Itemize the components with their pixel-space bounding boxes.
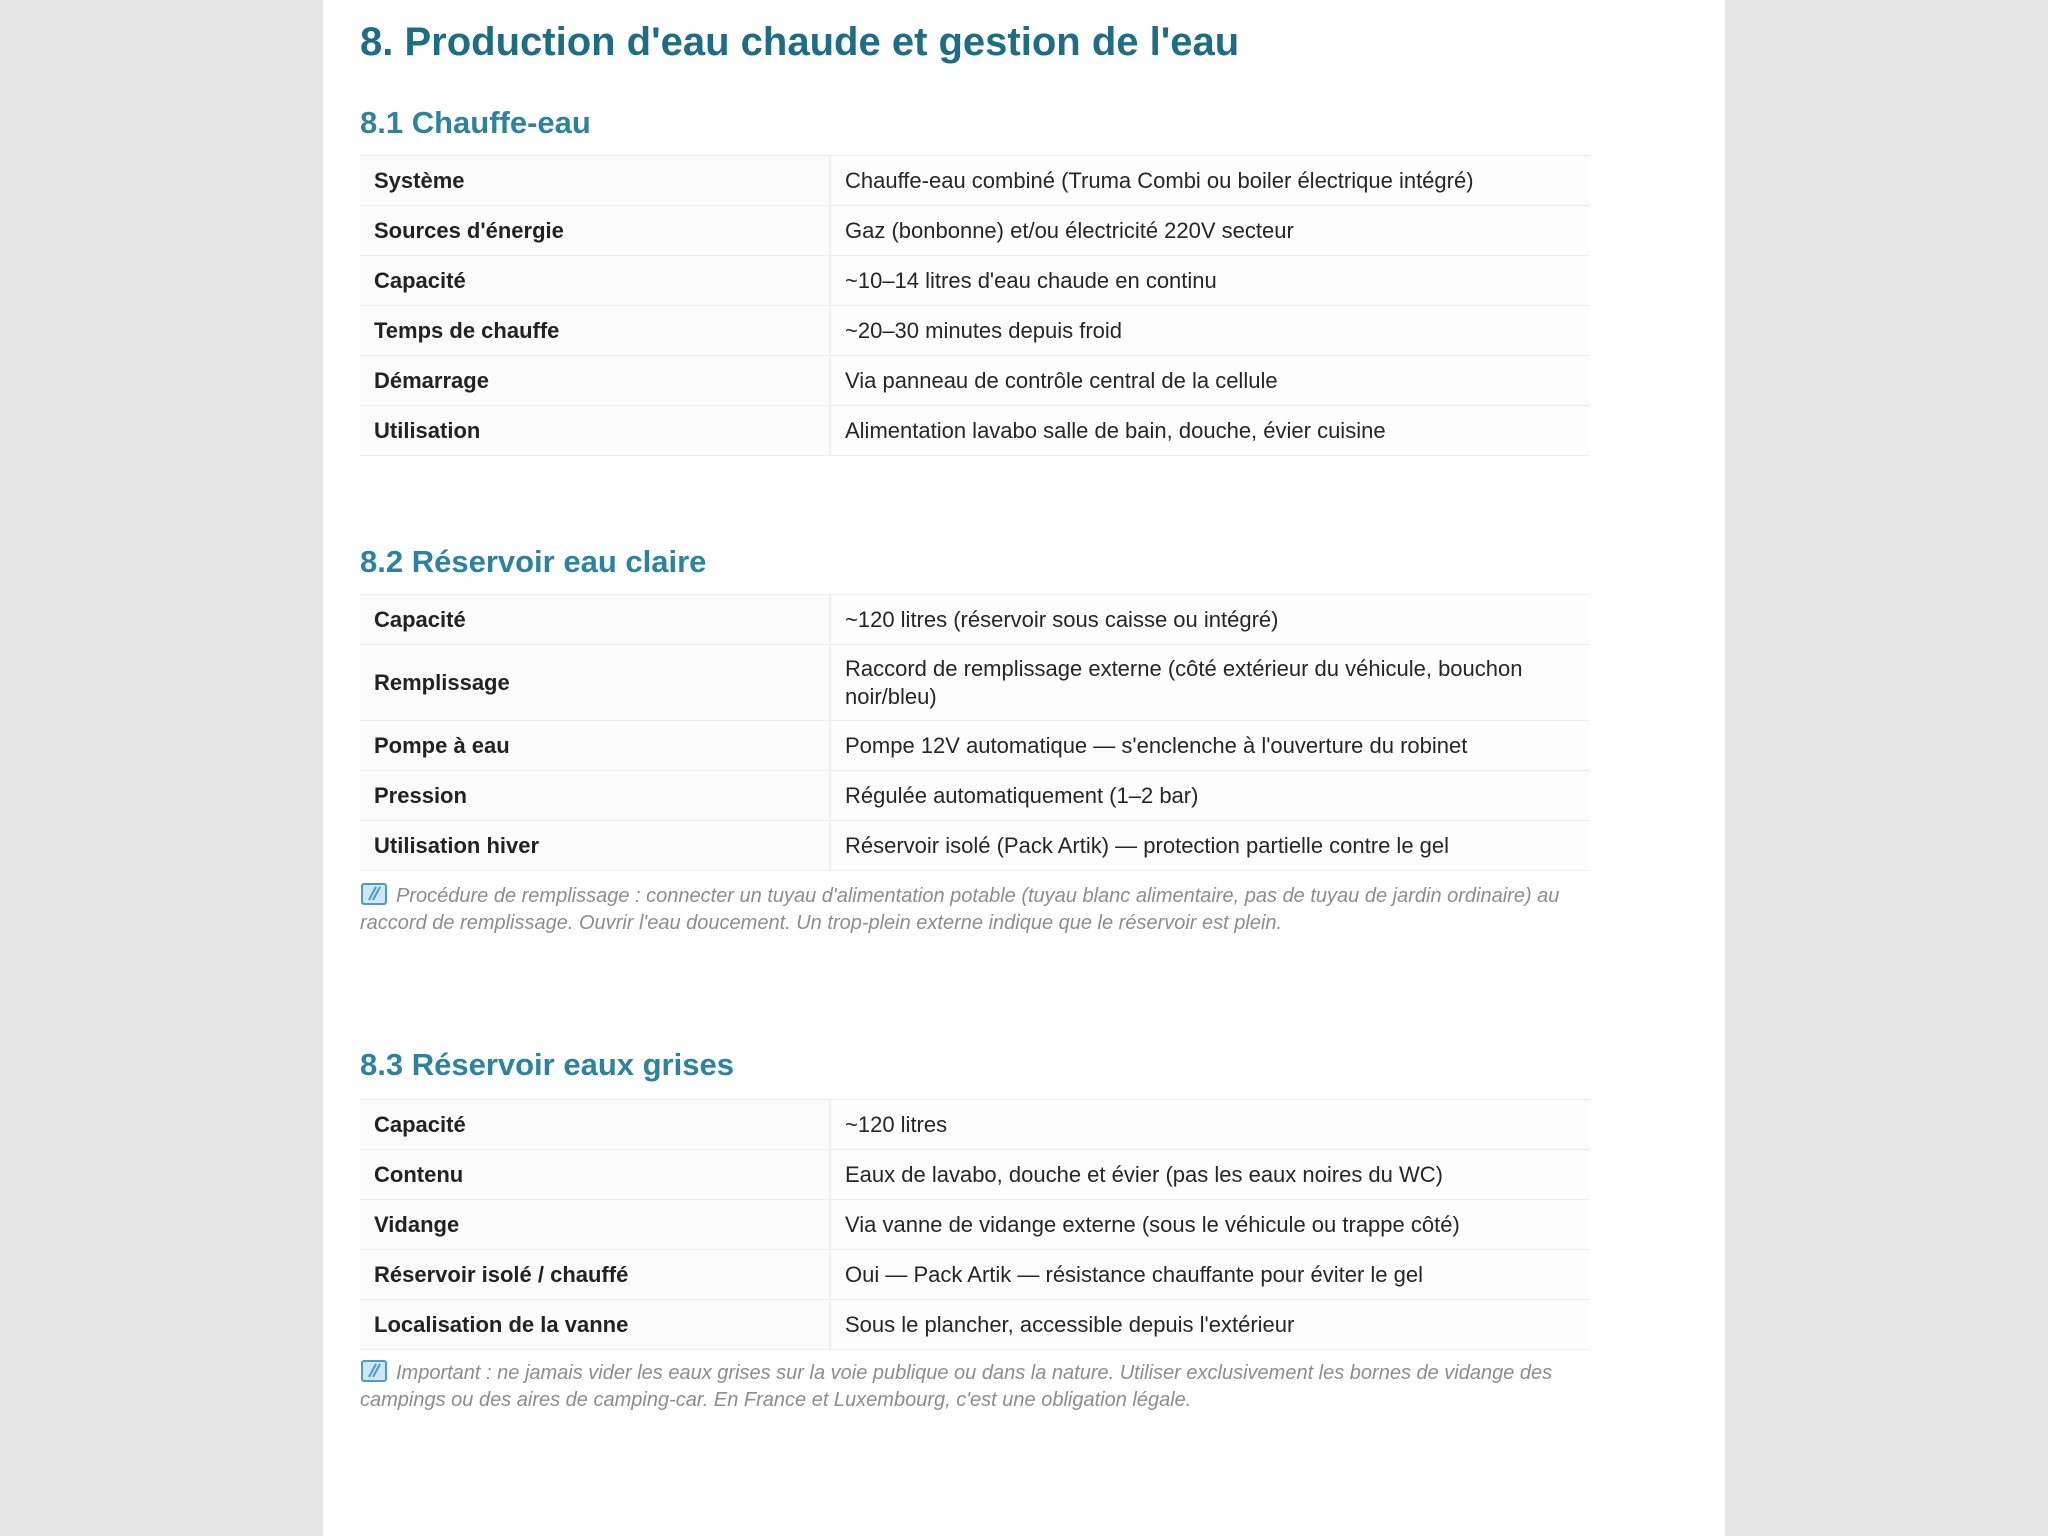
row-value: ~20–30 minutes depuis froid	[830, 306, 1590, 356]
table-row	[360, 821, 1590, 871]
table-row	[360, 1250, 1590, 1300]
row-key: Système	[360, 156, 830, 206]
note-remplissage	[360, 882, 1575, 937]
note-text: Procédure de remplissage : connecter un tuyau d'alimentation potable (tuyau blanc alimentaire, pas de tuyau de jardin ordinaire) au raccord de remplissage. Ouvrir l'eau doucement. Un trop-plein externe indique que le réservoir est plein.	[360, 885, 1560, 934]
table-row	[360, 306, 1590, 356]
table-row	[360, 256, 1590, 306]
table-row	[360, 645, 1590, 721]
row-value: Régulée automatiquement (1–2 bar)	[830, 771, 1590, 821]
row-value: Oui — Pack Artik — résistance chauffante pour éviter le gel	[830, 1250, 1590, 1300]
row-value: Eaux de lavabo, douche et évier (pas les eaux noires du WC)	[830, 1150, 1590, 1200]
row-key: Utilisation hiver	[360, 821, 830, 871]
info-note-icon	[360, 882, 388, 906]
row-key: Pompe à eau	[360, 721, 830, 771]
row-value: ~120 litres (réservoir sous caisse ou intégré)	[830, 595, 1590, 645]
row-value: Alimentation lavabo salle de bain, douche, évier cuisine	[830, 406, 1590, 456]
row-key: Capacité	[360, 595, 830, 645]
document-page	[323, 0, 1725, 1536]
table-row	[360, 771, 1590, 821]
row-key: Localisation de la vanne	[360, 1300, 830, 1350]
section-title-chauffe-eau: 8.1 Chauffe-eau	[360, 105, 591, 140]
row-key: Utilisation	[360, 406, 830, 456]
table-row	[360, 1300, 1590, 1350]
row-value: Gaz (bonbonne) et/ou électricité 220V secteur	[830, 206, 1590, 256]
row-key: Remplissage	[360, 645, 830, 721]
row-value: Pompe 12V automatique — s'enclenche à l'ouverture du robinet	[830, 721, 1590, 771]
row-key: Pression	[360, 771, 830, 821]
row-key: Capacité	[360, 256, 830, 306]
table-row	[360, 406, 1590, 456]
table-row	[360, 1100, 1590, 1150]
row-value: Chauffe-eau combiné (Truma Combi ou boiler électrique intégré)	[830, 156, 1590, 206]
row-value: ~120 litres	[830, 1100, 1590, 1150]
section-title-reservoir-eau-claire: 8.2 Réservoir eau claire	[360, 544, 707, 579]
table-row	[360, 206, 1590, 256]
info-note-icon	[360, 1359, 388, 1383]
row-key: Capacité	[360, 1100, 830, 1150]
spec-table-chauffe-eau	[360, 155, 1590, 456]
section-title-reservoir-eaux-grises: 8.3 Réservoir eaux grises	[360, 1047, 734, 1082]
table-row	[360, 356, 1590, 406]
table-row	[360, 156, 1590, 206]
table-row	[360, 1150, 1590, 1200]
table-row	[360, 721, 1590, 771]
row-key: Sources d'énergie	[360, 206, 830, 256]
spec-table-reservoir-eau-claire	[360, 594, 1590, 871]
note-important	[360, 1359, 1575, 1414]
row-value: Via vanne de vidange externe (sous le véhicule ou trappe côté)	[830, 1200, 1590, 1250]
row-value: Réservoir isolé (Pack Artik) — protection partielle contre le gel	[830, 821, 1590, 871]
row-value: Via panneau de contrôle central de la cellule	[830, 356, 1590, 406]
note-text: Important : ne jamais vider les eaux grises sur la voie publique ou dans la nature. Utiliser exclusivement les bornes de vidange des campings ou des aires de camping-car. En France et Luxembourg, c'est une obligation légale.	[360, 1362, 1553, 1411]
table-row	[360, 595, 1590, 645]
row-key: Temps de chauffe	[360, 306, 830, 356]
row-key: Démarrage	[360, 356, 830, 406]
row-key: Vidange	[360, 1200, 830, 1250]
row-value: Sous le plancher, accessible depuis l'extérieur	[830, 1300, 1590, 1350]
spec-table-reservoir-eaux-grises	[360, 1099, 1590, 1350]
row-value: Raccord de remplissage externe (côté extérieur du véhicule, bouchon noir/bleu)	[830, 645, 1590, 721]
table-row	[360, 1200, 1590, 1250]
page-title: 8. Production d'eau chaude et gestion de l'eau	[360, 20, 1240, 64]
row-key: Réservoir isolé / chauffé	[360, 1250, 830, 1300]
row-value: ~10–14 litres d'eau chaude en continu	[830, 256, 1590, 306]
row-key: Contenu	[360, 1150, 830, 1200]
